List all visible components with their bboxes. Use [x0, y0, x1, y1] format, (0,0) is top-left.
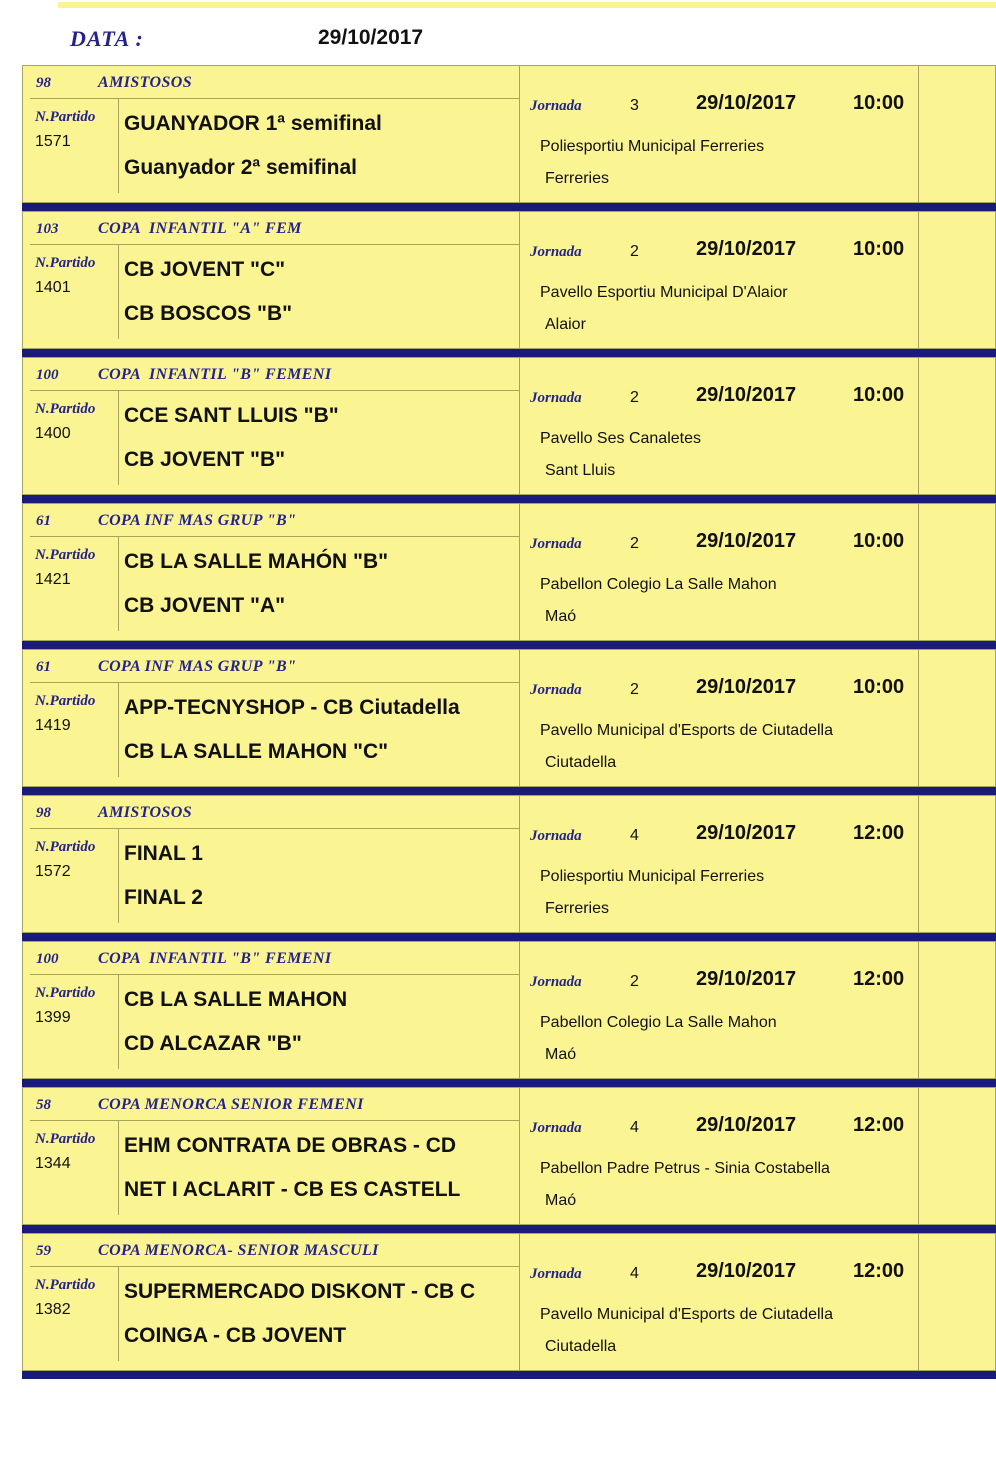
match-card — [22, 1087, 996, 1225]
separator-bar — [22, 933, 996, 941]
separator-bar — [22, 495, 996, 503]
jornada-number: 2 — [630, 681, 639, 698]
jornada-label: Jornada — [530, 244, 582, 260]
competition-number: 59 — [36, 1243, 51, 1259]
jornada-number: 3 — [630, 97, 639, 114]
match-card — [22, 1233, 996, 1371]
match-time: 10:00 — [853, 530, 905, 552]
middle-column-divider — [519, 942, 520, 1078]
jornada-label: Jornada — [530, 1120, 582, 1136]
venue-name: Poliesportiu Municipal Ferreries — [540, 868, 765, 885]
match-time: 12:00 — [853, 822, 905, 844]
venue-name: Pabellon Colegio La Salle Mahon — [540, 1014, 777, 1031]
partido-column-divider — [118, 975, 119, 1069]
header-rule — [30, 390, 519, 391]
competition-name: COPA INFANTIL "B" FEMENI — [98, 950, 332, 967]
away-team-name: CB BOSCOS "B" — [124, 302, 293, 325]
home-team-name: FINAL 1 — [124, 842, 203, 865]
venue-name: Pavello Municipal d'Esports de Ciutadella — [540, 1306, 833, 1323]
match-time: 12:00 — [853, 1114, 905, 1136]
competition-name: COPA INFANTIL "A" FEM — [98, 220, 302, 237]
away-team-name: CB JOVENT "B" — [124, 448, 286, 471]
jornada-label: Jornada — [530, 390, 582, 406]
match-date: 29/10/2017 — [696, 530, 797, 552]
match-date: 29/10/2017 — [696, 676, 797, 698]
right-column-divider — [918, 1234, 919, 1370]
competition-number: 98 — [36, 805, 51, 821]
right-column-divider — [918, 358, 919, 494]
separator-bar — [22, 349, 996, 357]
partido-column-divider — [118, 245, 119, 339]
competition-name: AMISTOSOS — [98, 74, 193, 91]
competition-name: COPA INFANTIL "B" FEMENI — [98, 366, 332, 383]
n-partido-label: N.Partido — [35, 255, 96, 271]
partido-column-divider — [118, 391, 119, 485]
page-header — [0, 0, 996, 64]
jornada-number: 2 — [630, 973, 639, 990]
match-card — [22, 795, 996, 933]
right-column-divider — [918, 504, 919, 640]
jornada-number: 2 — [630, 243, 639, 260]
competition-number: 61 — [36, 513, 51, 529]
competition-name: AMISTOSOS — [98, 804, 193, 821]
partido-column-divider — [118, 537, 119, 631]
match-time: 10:00 — [853, 384, 905, 406]
competition-name: COPA INF MAS GRUP "B" — [98, 512, 297, 529]
jornada-number: 2 — [630, 535, 639, 552]
venue-city: Ferreries — [545, 900, 610, 917]
partido-column-divider — [118, 1267, 119, 1361]
competition-name: COPA MENORCA- SENIOR MASCULI — [98, 1242, 379, 1259]
right-column-divider — [918, 66, 919, 202]
match-time: 12:00 — [853, 968, 905, 990]
middle-column-divider — [519, 66, 520, 202]
venue-city: Sant Lluis — [545, 462, 616, 479]
right-column-divider — [918, 1088, 919, 1224]
away-team-name: COINGA - CB JOVENT — [124, 1324, 347, 1347]
n-partido-value: 1419 — [35, 717, 71, 734]
jornada-label: Jornada — [530, 98, 582, 114]
separator-bar — [22, 1225, 996, 1233]
header-rule — [30, 244, 519, 245]
match-time: 10:00 — [853, 92, 905, 114]
n-partido-label: N.Partido — [35, 839, 96, 855]
n-partido-value: 1572 — [35, 863, 71, 880]
jornada-number: 2 — [630, 389, 639, 406]
partido-column-divider — [118, 99, 119, 193]
match-time: 10:00 — [853, 238, 905, 260]
away-team-name: NET I ACLARIT - CB ES CASTELL — [124, 1178, 461, 1201]
venue-name: Pabellon Padre Petrus - Sinia Costabella — [540, 1160, 830, 1177]
separator-bar — [22, 787, 996, 795]
header-rule — [30, 1120, 519, 1121]
n-partido-value: 1399 — [35, 1009, 71, 1026]
match-date: 29/10/2017 — [696, 968, 797, 990]
middle-column-divider — [519, 504, 520, 640]
n-partido-value: 1382 — [35, 1301, 71, 1318]
date-field-label: DATA : — [70, 26, 144, 51]
separator-bar — [22, 641, 996, 649]
n-partido-label: N.Partido — [35, 547, 96, 563]
away-team-name: CB LA SALLE MAHON "C" — [124, 740, 389, 763]
match-card — [22, 503, 996, 641]
n-partido-value: 1421 — [35, 571, 71, 588]
competition-number: 100 — [36, 951, 59, 967]
competition-name: COPA INF MAS GRUP "B" — [98, 658, 297, 675]
away-team-name: FINAL 2 — [124, 886, 203, 909]
right-column-divider — [918, 650, 919, 786]
separator-bar — [22, 203, 996, 211]
match-date: 29/10/2017 — [696, 822, 797, 844]
n-partido-value: 1401 — [35, 279, 71, 296]
venue-name: Pavello Municipal d'Esports de Ciutadella — [540, 722, 833, 739]
match-list — [22, 65, 996, 1379]
home-team-name: CB LA SALLE MAHÓN "B" — [124, 550, 389, 573]
n-partido-label: N.Partido — [35, 109, 96, 125]
venue-city: Ciutadella — [545, 754, 617, 771]
home-team-name: CB LA SALLE MAHON — [124, 988, 348, 1011]
middle-column-divider — [519, 796, 520, 932]
match-card — [22, 357, 996, 495]
middle-column-divider — [519, 358, 520, 494]
n-partido-value: 1344 — [35, 1155, 71, 1172]
partido-column-divider — [118, 683, 119, 777]
jornada-number: 4 — [630, 827, 639, 844]
venue-city: Alaior — [545, 316, 586, 333]
away-team-name: CB JOVENT "A" — [124, 594, 286, 617]
jornada-label: Jornada — [530, 974, 582, 990]
header-rule — [30, 974, 519, 975]
right-column-divider — [918, 212, 919, 348]
home-team-name: APP-TECNYSHOP - CB Ciutadella — [124, 696, 460, 719]
competition-name: COPA MENORCA SENIOR FEMENI — [98, 1096, 364, 1113]
match-time: 10:00 — [853, 676, 905, 698]
competition-number: 58 — [36, 1097, 51, 1113]
n-partido-label: N.Partido — [35, 693, 96, 709]
n-partido-label: N.Partido — [35, 401, 96, 417]
home-team-name: EHM CONTRATA DE OBRAS - CD — [124, 1134, 457, 1157]
middle-column-divider — [519, 212, 520, 348]
venue-city: Maó — [545, 1046, 577, 1063]
venue-city: Ferreries — [545, 170, 610, 187]
venue-name: Pavello Esportiu Municipal D'Alaior — [540, 284, 788, 301]
competition-number: 98 — [36, 75, 51, 91]
n-partido-label: N.Partido — [35, 1131, 96, 1147]
partido-column-divider — [118, 1121, 119, 1215]
jornada-label: Jornada — [530, 536, 582, 552]
n-partido-label: N.Partido — [35, 1277, 96, 1293]
jornada-label: Jornada — [530, 828, 582, 844]
match-date: 29/10/2017 — [696, 1260, 797, 1282]
middle-column-divider — [519, 650, 520, 786]
header-rule — [30, 1266, 519, 1267]
match-time: 12:00 — [853, 1260, 905, 1282]
home-team-name: CB JOVENT "C" — [124, 258, 286, 281]
match-card — [22, 65, 996, 203]
middle-column-divider — [519, 1088, 520, 1224]
match-date: 29/10/2017 — [696, 1114, 797, 1136]
venue-city: Maó — [545, 1192, 577, 1209]
jornada-label: Jornada — [530, 1266, 582, 1282]
match-date: 29/10/2017 — [696, 238, 797, 260]
match-card — [22, 649, 996, 787]
venue-city: Ciutadella — [545, 1338, 617, 1355]
home-team-name: SUPERMERCADO DISKONT - CB C — [124, 1280, 476, 1303]
n-partido-label: N.Partido — [35, 985, 96, 1001]
venue-name: Pabellon Colegio La Salle Mahon — [540, 576, 777, 593]
competition-number: 61 — [36, 659, 51, 675]
home-team-name: CCE SANT LLUIS "B" — [124, 404, 339, 427]
header-rule — [30, 536, 519, 537]
competition-number: 103 — [36, 221, 59, 237]
match-date: 29/10/2017 — [696, 384, 797, 406]
right-column-divider — [918, 942, 919, 1078]
jornada-number: 4 — [630, 1119, 639, 1136]
header-rule — [30, 98, 519, 99]
header-rule — [30, 682, 519, 683]
match-card — [22, 941, 996, 1079]
partido-column-divider — [118, 829, 119, 923]
match-card — [22, 211, 996, 349]
venue-city: Maó — [545, 608, 577, 625]
away-team-name: Guanyador 2ª semifinal — [124, 156, 358, 179]
jornada-number: 4 — [630, 1265, 639, 1282]
home-team-name: GUANYADOR 1ª semifinal — [124, 112, 382, 135]
competition-number: 100 — [36, 367, 59, 383]
away-team-name: CD ALCAZAR "B" — [124, 1032, 302, 1055]
middle-column-divider — [519, 1234, 520, 1370]
venue-name: Poliesportiu Municipal Ferreries — [540, 138, 765, 155]
right-column-divider — [918, 796, 919, 932]
n-partido-value: 1400 — [35, 425, 71, 442]
match-date: 29/10/2017 — [696, 92, 797, 114]
n-partido-value: 1571 — [35, 133, 71, 150]
page-date: 29/10/2017 — [318, 26, 424, 49]
venue-name: Pavello Ses Canaletes — [540, 430, 701, 447]
header-rule — [30, 828, 519, 829]
jornada-label: Jornada — [530, 682, 582, 698]
separator-bar — [22, 1371, 996, 1379]
separator-bar — [22, 1079, 996, 1087]
